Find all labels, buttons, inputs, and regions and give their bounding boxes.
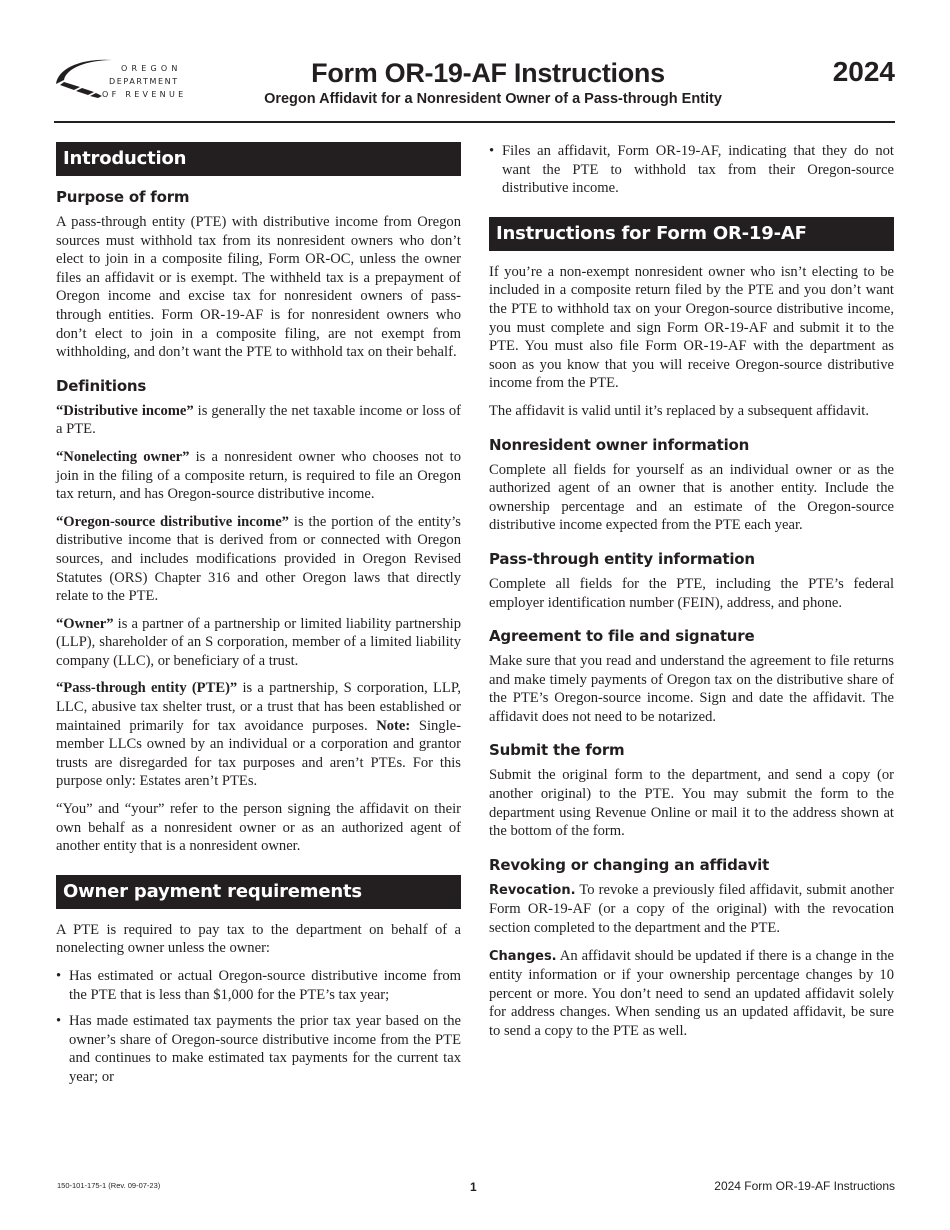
definition-pte xyxy=(56,679,461,791)
logo-line-department: DEPARTMENT xyxy=(109,77,179,86)
section-heading-introduction: Introduction xyxy=(56,142,461,176)
footer-document-name: 2024 Form OR-19-AF Instructions xyxy=(714,1179,895,1193)
definition-nonelecting-owner xyxy=(56,448,461,504)
definition-term: “Oregon-source distributive income” xyxy=(56,513,289,530)
definition-you-your: “You” and “your” refer to the person signing the affidavit on their own behalf as a nonresident owner or as an authorized agent of another entity that is a nonresident owner. xyxy=(56,801,461,855)
pte-info-paragraph: Complete all fields for the PTE, including the PTE’s federal employer identification number (FEIN), address, and phone. xyxy=(489,575,894,611)
bullet-icon: • xyxy=(56,968,62,984)
definition-oregon-source-income xyxy=(56,513,461,606)
purpose-paragraph: A pass-through entity (PTE) with distributive income from Oregon sources must withhold tax from its nonresident owners who don’t elect to join in a composite filing, Form OR-OC, unless the owner files an affidavit or is exempt. The withheld tax is a prepayment of Oregon income and excise tax for nonresident owners of pass-through entities. Form OR-19-AF is for nonresident owners who don’t elect to join in a composite filing, are not exempt from withholding, and don’t want the PTE to withhold tax on their behalf. xyxy=(56,214,461,361)
definition-term: “Owner” xyxy=(56,615,114,632)
changes-label: Changes. xyxy=(489,948,557,964)
instructions-paragraph-1: If you’re a non-exempt nonresident owner who isn’t electing to be included in a composite return filed by the PTE and you don’t want the PTE to withhold tax on your Oregon-source distributive income, you must complete and sign Form OR-19-AF and submit it to the PTE. You must also file Form OR-19-AF with the department as soon as you know that you will receive Oregon-source distributive income from the PTE. xyxy=(489,263,894,392)
list-item: • Files an affidavit, Form OR-19-AF, indicating that they do not want the PTE to withhold tax from their Oregon-source distributive income. xyxy=(489,143,894,197)
bullet-icon: • xyxy=(489,143,495,159)
revocation-label: Revocation. xyxy=(489,882,576,898)
nonresident-owner-paragraph: Complete all fields for yourself as an individual owner or as the authorized agent of an owner that is another entity. Include the ownership percentage and an estimate of the Oregon-source distributive income expected from the PTE each year. xyxy=(489,461,894,534)
definition-term: “Pass-through entity (PTE)” xyxy=(56,680,238,697)
logo-line-oregon: OREGON xyxy=(121,64,182,73)
agreement-paragraph: Make sure that you read and understand the agreement to file returns and make timely payments of Oregon tax on the distributive share of the PTE’s Oregon-source income. Sign and date the affidavit. The affidavit does not need to be notarized. xyxy=(489,653,894,725)
definition-owner xyxy=(56,615,461,671)
instructions-paragraph-2: The affidavit is valid until it’s replaced by a subsequent affidavit. xyxy=(489,402,870,419)
bullet-icon: • xyxy=(56,1013,62,1030)
subheading-pte-info: Pass-through entity information xyxy=(489,549,755,568)
list-item: • Has made estimated tax payments the prior tax year based on the owner’s share of Oregon-source distributive income from the PTE and continues to make estimated tax payments for the current tax year; or xyxy=(56,1013,461,1085)
note-text: Single-member LLCs owned by an individual or a corporation and grantor trusts are disregarded for tax purposes and aren’t PTEs. For this purpose only: Estates aren’t PTEs. xyxy=(56,717,461,790)
form-revision-number: 150-101-175-1 (Rev. 09-07-23) xyxy=(57,1181,161,1190)
list-item: • Has estimated or actual Oregon-source distributive income from the PTE that is less than $1,000 for the PTE’s tax year; xyxy=(56,968,461,1003)
left-column xyxy=(56,142,461,1096)
subheading-purpose-of-form: Purpose of form xyxy=(56,188,190,206)
document-subtitle: Oregon Affidavit for a Nonresident Owner of a Pass-through Entity xyxy=(264,91,722,107)
definition-distributive-income xyxy=(56,402,461,439)
definition-text: is generally the net taxable income or loss of a PTE. xyxy=(56,402,461,438)
section-heading-instructions: Instructions for Form OR-19-AF xyxy=(489,217,894,251)
page-number: 1 xyxy=(470,1180,477,1194)
section-heading-owner-payment: Owner payment requirements xyxy=(56,875,461,909)
subheading-nonresident-owner-info: Nonresident owner information xyxy=(489,435,750,454)
subheading-revoking-changing: Revoking or changing an affidavit xyxy=(489,855,770,874)
right-column xyxy=(489,142,894,1050)
definition-text: is the portion of the entity’s distributive income that is derived from or connected with Oregon sources, and includes modifications provided in Oregon Revised Statutes (ORS) Chapter 316 and other Oregon laws that directly relate to the PTE. xyxy=(56,513,461,605)
submit-paragraph: Submit the original form to the department, and send a copy (or another original) to the PTE. You may submit the form to the department using Revenue Online or mail it to the address shown at the bottom of the form. xyxy=(489,767,894,840)
revocation-paragraph: Revocation. To revoke a previously filed affidavit, submit another Form OR-19-AF (or a copy of the original) with the revocation section completed to the department and the PTE. xyxy=(489,881,894,937)
header-divider xyxy=(54,121,895,123)
logo-line-of-revenue: OF REVENUE xyxy=(102,90,187,99)
definition-text: is a nonresident owner who chooses not to join in the filing of a composite return, is required to file an Oregon tax return, and has Oregon-source distributive income. xyxy=(56,448,461,503)
owner-payment-bullet-list-continued xyxy=(489,142,894,198)
document-title: Form OR-19-AF Instructions xyxy=(311,58,665,88)
definition-term: “Distributive income” xyxy=(56,402,194,419)
tax-year: 2024 xyxy=(832,56,895,87)
subheading-definitions: Definitions xyxy=(56,376,147,395)
oregon-dor-logo xyxy=(54,54,186,100)
definition-text: is a partner of a partnership or limited liability partnership (LLP), shareholder of an S corporation, member of a limited liability company (LLC), or beneficiary of a trust. xyxy=(56,615,461,669)
owner-payment-intro: A PTE is required to pay tax to the department on behalf of a nonelecting owner unless the owner: xyxy=(56,921,461,957)
owner-payment-bullet-list xyxy=(56,967,461,1087)
subheading-submit-form: Submit the form xyxy=(489,741,625,760)
subheading-agreement-signature: Agreement to file and signature xyxy=(489,627,755,646)
definition-term: “Nonelecting owner” xyxy=(56,448,190,465)
note-label: Note: xyxy=(376,717,411,734)
definition-text: is a partnership, S corporation, LLP, LLC, abusive tax shelter trust, or a trust that has been established or maintained primarily for tax avoidance purposes. xyxy=(56,680,461,734)
changes-paragraph: Changes. An affidavit should be updated if there is a change in the entity information or if your ownership percentage changes by 10 percent or more. You don’t need to send an updated affidavit solely for address changes. When sending us an updated affidavit, be sure to send a copy to the PTE as well. xyxy=(489,947,894,1039)
